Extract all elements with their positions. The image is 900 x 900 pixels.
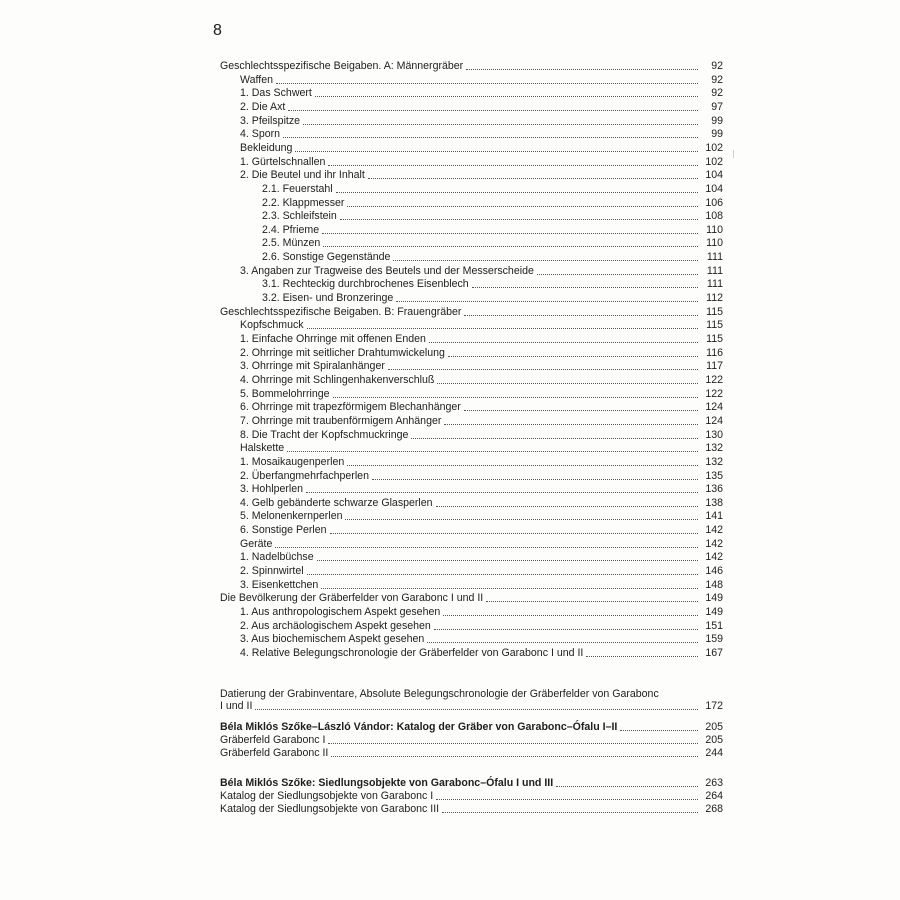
leader-dots [396, 301, 698, 302]
toc-entry-text: 2. Überfangmehrfachperlen [240, 469, 369, 482]
leader-dots [448, 356, 698, 357]
toc-entry-page: 268 [705, 803, 723, 815]
toc-entry-page: 146 [705, 565, 723, 578]
leader-dots [283, 137, 698, 138]
leader-dots [436, 506, 698, 507]
leader-dots [442, 812, 698, 813]
toc-entry-text: 2.2. Klappmesser [262, 196, 345, 209]
toc-entry [220, 306, 723, 318]
leader-dots [436, 799, 698, 800]
toc-entry-page: 110 [706, 237, 723, 250]
toc-entry-page: 151 [705, 619, 723, 632]
toc-entry-text: 2. Aus archäologischem Aspekt gesehen [240, 619, 431, 632]
toc-entry [240, 620, 723, 632]
toc-entry-text: 2.6. Sonstige Gegenstände [262, 251, 391, 264]
toc-entry-text: 2. Spinnwirtel [240, 565, 304, 578]
leader-dots [464, 315, 698, 316]
toc-entry-page: 115 [706, 333, 723, 345]
leader-dots [556, 786, 698, 787]
toc-entry [240, 565, 723, 577]
toc-entry [240, 538, 723, 550]
toc-entry [240, 510, 723, 522]
toc-entry-text: Waffen [240, 73, 273, 86]
toc-entry [240, 319, 723, 331]
toc-entry [240, 87, 723, 99]
section-page: 263 [705, 777, 723, 789]
leader-dots [429, 342, 698, 343]
toc-entry-page: 122 [705, 373, 723, 386]
leader-dots [323, 246, 698, 247]
toc-entry [220, 592, 723, 604]
toc-entry [262, 210, 723, 222]
toc-section-siedlung [220, 777, 723, 789]
leader-dots [393, 260, 698, 261]
toc-entry-page: 99 [711, 114, 723, 127]
toc-entry [240, 579, 723, 591]
toc-entry [240, 156, 723, 168]
toc-entry-page: 148 [705, 578, 723, 591]
toc-entry [240, 429, 723, 441]
section-heading: Béla Miklós Szőke: Siedlungsobjekte von Garabonc–Ófalu I und III [220, 777, 554, 789]
toc-entry-text: 3.1. Rechteckig durchbrochenes Eisenblech [262, 278, 469, 291]
toc-entry [262, 292, 723, 304]
toc-entry-page: 106 [705, 196, 723, 209]
leader-dots [372, 479, 698, 480]
toc-entry-page: 92 [711, 87, 723, 100]
toc-entry-text: 2. Ohrringe mit seitlicher Drahtumwickelung [240, 346, 445, 359]
leader-dots [466, 69, 698, 70]
toc-entry-text: 3. Ohrringe mit Spiralanhänger [240, 360, 385, 373]
toc-entry-text: 4. Sporn [240, 128, 281, 141]
toc-entry-text: 2.3. Schleifstein [262, 210, 337, 223]
toc-entry-page: 108 [705, 210, 723, 223]
toc-entry-page: 130 [705, 428, 723, 441]
toc-entry-text: 3. Aus biochemischem Aspekt gesehen [240, 633, 425, 646]
toc-entry-page: 92 [711, 60, 723, 72]
toc-entry [240, 101, 723, 113]
toc-entry-text: 6. Sonstige Perlen [240, 524, 327, 537]
toc-entry-text: 3.2. Eisen- und Bronzeringe [262, 292, 394, 305]
toc-entry-page: 102 [705, 141, 723, 154]
toc-entry-text: Datierung der Grabinventare, Absolute Belegungschronologie der Gräberfelder von Garabonc [220, 688, 659, 700]
leader-dots [317, 560, 698, 561]
toc-entry-page: 116 [706, 346, 723, 359]
leader-dots [321, 588, 698, 589]
toc-entry [240, 524, 723, 536]
toc-entry-page: 124 [705, 414, 723, 427]
toc-entry-text: 8. Die Tracht der Kopfschmuckringe [240, 428, 409, 441]
section-heading: Béla Miklós Szőke–László Vándor: Katalog der Gräber von Garabonc–Ófalu I–II [220, 721, 618, 733]
section-page: 205 [705, 721, 723, 733]
leader-dots [472, 287, 698, 288]
leader-dots [276, 83, 698, 84]
toc-entry [240, 388, 723, 400]
toc-entry [240, 633, 723, 645]
toc-entry-text: 2. Die Axt [240, 100, 286, 113]
toc-entry [240, 551, 723, 563]
toc-entry-page: 159 [705, 633, 723, 646]
leader-dots [444, 424, 698, 425]
toc-entry-text: 5. Melonenkernperlen [240, 510, 343, 523]
toc-entry-page: 111 [706, 251, 723, 264]
toc-entry-text: 4. Ohrringe mit Schlingenhakenverschluß [240, 373, 435, 386]
toc-entry [240, 374, 723, 386]
toc-entry-text: 1. Gürtelschnallen [240, 155, 326, 168]
toc-entry-page: 149 [705, 606, 723, 618]
toc-entry-page: 117 [706, 360, 723, 373]
leader-dots [347, 206, 698, 207]
toc-entry-text: 3. Pfeilspitze [240, 114, 301, 127]
toc-entry [262, 183, 723, 195]
toc-entry-text: 1. Mosaikaugenperlen [240, 455, 345, 468]
toc-entry [220, 790, 723, 802]
toc-entry-text: 2.5. Münzen [262, 237, 321, 250]
leader-dots [330, 533, 698, 534]
toc-entry [220, 60, 723, 72]
toc-entry-page: 115 [706, 305, 723, 318]
leader-dots [340, 219, 698, 220]
toc-entry-text: Geschlechtsspezifische Beigaben. B: Frauengräber [220, 305, 462, 318]
toc-entry-datierung [220, 688, 723, 712]
leader-dots [434, 629, 698, 630]
toc-entry [220, 747, 723, 759]
toc-entry-text: Halskette [240, 442, 285, 455]
toc-entry-text: Gräberfeld Garabonc II [220, 747, 329, 759]
leader-dots [443, 615, 698, 616]
page-number: 8 [213, 22, 222, 39]
leader-dots [336, 192, 698, 193]
toc-entry-page: 111 [706, 278, 723, 291]
leader-dots [275, 547, 698, 548]
toc-entry-text: Geschlechtsspezifische Beigaben. A: Männergräber [220, 60, 464, 72]
leader-dots [388, 369, 698, 370]
toc-entry-text: 2.4. Pfrieme [262, 223, 320, 236]
toc-entry-page: 136 [705, 483, 723, 496]
leader-dots [486, 601, 698, 602]
toc-entry-text: 3. Hohlperlen [240, 483, 304, 496]
toc-entry-page: 172 [705, 700, 723, 712]
toc-entry [240, 265, 723, 277]
toc-entry-page: 97 [711, 100, 723, 113]
toc-entry-page: 142 [705, 537, 723, 550]
toc-entry [240, 647, 723, 659]
toc-entry-page: 264 [705, 790, 723, 802]
toc-entry [240, 169, 723, 181]
toc-entry-text: 2. Die Beutel und ihr Inhalt [240, 169, 365, 182]
leader-dots [322, 233, 698, 234]
toc-entry [220, 803, 723, 815]
toc-entry-text: Bekleidung [240, 141, 293, 154]
toc-entry-page: 102 [705, 155, 723, 168]
toc-entry-text: Die Bevölkerung der Gräberfelder von Garabonc I und II [220, 592, 484, 605]
toc-entry [240, 128, 723, 140]
toc-entry [240, 483, 723, 495]
toc-entry [262, 237, 723, 249]
leader-dots [333, 397, 699, 398]
toc-entry [240, 401, 723, 413]
leader-dots [331, 756, 698, 757]
toc-entry-text: 4. Relative Belegungschronologie der Gräberfelder von Garabonc I und II [240, 646, 584, 659]
margin-mark [733, 150, 734, 158]
toc-entry-page: 141 [705, 510, 723, 523]
toc-entry [240, 606, 723, 618]
toc-entry [240, 115, 723, 127]
toc-entry [240, 142, 723, 154]
toc-entry [262, 224, 723, 236]
toc-entry-text: 1. Nadelbüchse [240, 551, 314, 564]
toc-entry-text: 1. Aus anthropologischem Aspekt gesehen [240, 606, 441, 618]
leader-dots [586, 656, 698, 657]
leader-dots [303, 124, 698, 125]
leader-dots [288, 110, 698, 111]
leader-dots [537, 274, 698, 275]
toc-entry-text-continued: I und II [220, 700, 253, 712]
toc-entry-text: 3. Eisenkettchen [240, 578, 319, 591]
leader-dots [464, 410, 698, 411]
toc-entry-text: Gräberfeld Garabonc I [220, 734, 326, 746]
toc-entry-text: Katalog der Siedlungsobjekte von Garabonc I [220, 790, 434, 802]
toc-entry [240, 360, 723, 372]
leader-dots [328, 743, 698, 744]
toc-entry-page: 132 [705, 442, 723, 455]
toc-entry-page: 142 [705, 551, 723, 564]
leader-dots [328, 165, 698, 166]
toc-entry-page: 167 [705, 646, 723, 659]
toc-entry [240, 470, 723, 482]
toc-entry [240, 442, 723, 454]
toc-entry-page: 135 [705, 469, 723, 482]
toc-entry [240, 333, 723, 345]
toc-entry-page: 138 [705, 496, 723, 509]
leader-dots [255, 709, 698, 710]
leader-dots [287, 451, 698, 452]
toc-entry-page: 115 [706, 319, 723, 332]
leader-dots [307, 328, 698, 329]
leader-dots [306, 492, 698, 493]
leader-dots [347, 465, 698, 466]
toc-entry-text: Katalog der Siedlungsobjekte von Garabonc III [220, 803, 440, 815]
toc-entry [240, 415, 723, 427]
toc-entry-page: 104 [705, 169, 723, 182]
toc-entry-page: 104 [705, 182, 723, 195]
leader-dots [345, 519, 698, 520]
toc-entry-page: 111 [706, 264, 723, 277]
toc-entry-page: 205 [705, 734, 723, 746]
toc-entry-page: 110 [706, 223, 723, 236]
toc-entry [262, 278, 723, 290]
toc-entry-text: 1. Das Schwert [240, 87, 312, 100]
toc-entry-text: 4. Gelb gebänderte schwarze Glasperlen [240, 496, 433, 509]
toc-entry-page: 142 [705, 524, 723, 537]
toc-entry-text: 2.1. Feuerstahl [262, 182, 333, 195]
toc-entry-page: 124 [705, 401, 723, 414]
toc-entry-text: 3. Angaben zur Tragweise des Beutels und der Messerscheide [240, 264, 534, 277]
leader-dots [620, 730, 698, 731]
toc-entry-text: Geräte [240, 537, 273, 550]
toc-entry-page: 122 [705, 387, 723, 400]
toc-entry-page: 92 [711, 73, 723, 86]
leader-dots [295, 151, 698, 152]
toc-entry [220, 734, 723, 746]
toc-section-katalog [220, 721, 723, 733]
toc-entry-page: 112 [706, 292, 723, 305]
leader-dots [315, 96, 698, 97]
toc-entry-text: 7. Ohrringe mit traubenförmigem Anhänger [240, 414, 442, 427]
toc-entry [262, 251, 723, 263]
toc-entry-page: 244 [705, 747, 723, 759]
toc-entry-page: 99 [711, 128, 723, 141]
leader-dots [411, 438, 698, 439]
toc-entry-page: 132 [705, 455, 723, 468]
toc-entry [240, 456, 723, 468]
leader-dots [427, 642, 698, 643]
toc-entry [262, 197, 723, 209]
toc-entry-text: 6. Ohrringe mit trapezförmigem Blechanhänger [240, 401, 461, 414]
toc-entry [240, 74, 723, 86]
toc-entry [240, 497, 723, 509]
toc-entry-text: 1. Einfache Ohrringe mit offenen Enden [240, 333, 426, 345]
toc-entry [240, 347, 723, 359]
leader-dots [368, 178, 698, 179]
toc-entry-text: 5. Bommelohrringe [240, 387, 330, 400]
leader-dots [437, 383, 698, 384]
toc-entry-text: Kopfschmuck [240, 319, 304, 332]
toc-entry-page: 149 [705, 592, 723, 605]
leader-dots [307, 574, 698, 575]
